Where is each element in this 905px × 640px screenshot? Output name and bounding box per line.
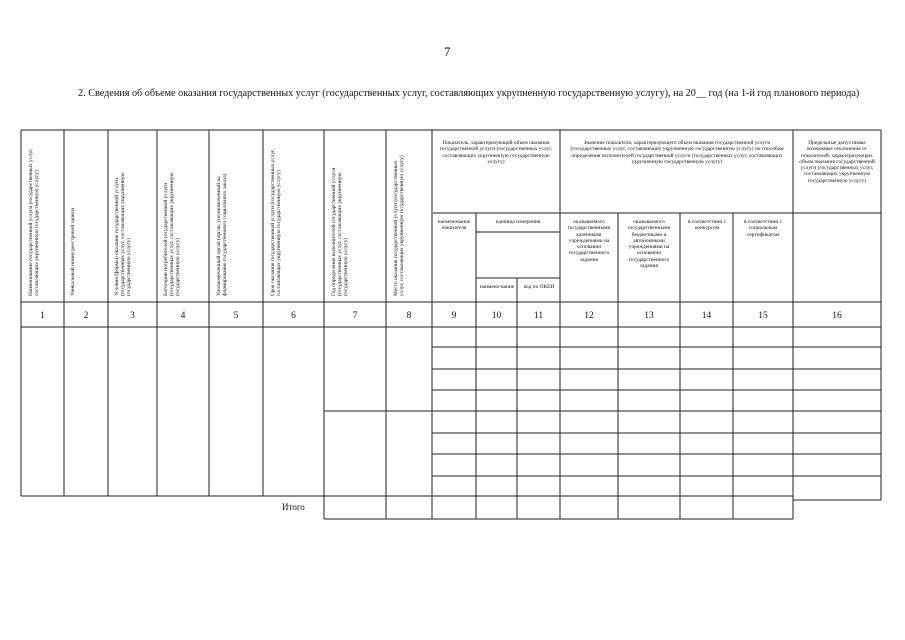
header-col-16: Предельные допустимые возможные отклонения от показателей, характеризующих объем оказания государственной услуги (государственных услуг, составляющих укрупненную государственную услугу)	[799, 140, 875, 184]
col-number-13: 13	[644, 311, 654, 321]
col-number-10: 10	[491, 311, 502, 321]
header-value-group: Значение показателя, характеризующего объем оказания государственной услуги (государственных услуг, составляющих укрупненную государственную услугу) по способам определения исполнителей государственной услуги (государственных услуг, составляющих укрупненную государственную услугу)	[570, 140, 784, 165]
header-col-5: Уполномоченный орган (орган, уполномоченный на формирование государственного социального заказа)	[216, 173, 229, 296]
col-number-16: 16	[832, 311, 842, 321]
header-col-4: Категории потребителей государственной услуги (государственных услуг, составляющих укрупненную государственную услугу)	[163, 172, 182, 296]
col-number-11: 11	[533, 311, 544, 321]
col-number-3: 3	[130, 311, 135, 321]
header-col-6: Срок оказания государственной услуги (государственных услуг, составляющих укрупненную государственную услугу)	[270, 148, 283, 296]
section-title: 2. Сведения об объеме оказания государственных услуг (государственных услуг, составляющих укрупненную государственную услугу), на 20__ год (на 1-й год планового периода)	[78, 88, 860, 99]
header-col-13: оказываемого государственными бюджетными и автономными учреждениями на основании государственного задания	[627, 219, 671, 270]
col-number-1: 1	[40, 311, 45, 321]
header-col-14: в соответствии с конкурсом	[687, 219, 727, 232]
header-col-12: оказываемого государственными казенными учреждениями на основании государственного задания	[567, 219, 611, 263]
header-col-15: в соответствии с социальным сертификатом	[743, 219, 783, 238]
col-number-14: 14	[701, 311, 712, 321]
col-number-4: 4	[180, 311, 186, 321]
col-number-12: 12	[584, 311, 594, 321]
col-number-7: 7	[352, 311, 358, 321]
header-col-1: Наименование государственной услуги (государственных услуг, составляющих укрупненную государственную услугу)	[28, 148, 41, 296]
col-number-9: 9	[451, 311, 457, 321]
col-number-2: 2	[83, 311, 89, 321]
header-col-7: Год определения исполнителей государственной услуги (государственных услуг, составляющих укрупненную государственную услугу)	[331, 167, 350, 296]
header-col-2: Уникальный номер реестровой записи	[70, 207, 76, 296]
header-col-3: Условия (формы) оказания государственной услуги (государственных услуг, составляющих укрупненную государственную услугу)	[114, 172, 133, 296]
col-number-15: 15	[758, 311, 768, 321]
total-label: Итого	[282, 502, 305, 512]
header-indicator-name: наименование показателя	[437, 219, 471, 232]
page-number: 7	[444, 44, 451, 59]
col-number-6: 6	[291, 311, 296, 321]
header-col-8: Место оказания государственной услуги (государственных услуг, составляющих укрупненную государственную услугу)	[393, 155, 406, 296]
header-indicator-group: Показатель, характеризующий объем оказания государственной услуги (государственных услуг, составляющих укрупненную государственную услугу)	[439, 140, 553, 165]
col-number-8: 8	[406, 311, 412, 321]
header-unit: единица измерения	[495, 219, 541, 225]
header-unit-okei: код по ОКЕИ	[523, 284, 555, 290]
header-unit-name: наимено-вание	[479, 284, 515, 290]
col-number-5: 5	[233, 311, 239, 321]
